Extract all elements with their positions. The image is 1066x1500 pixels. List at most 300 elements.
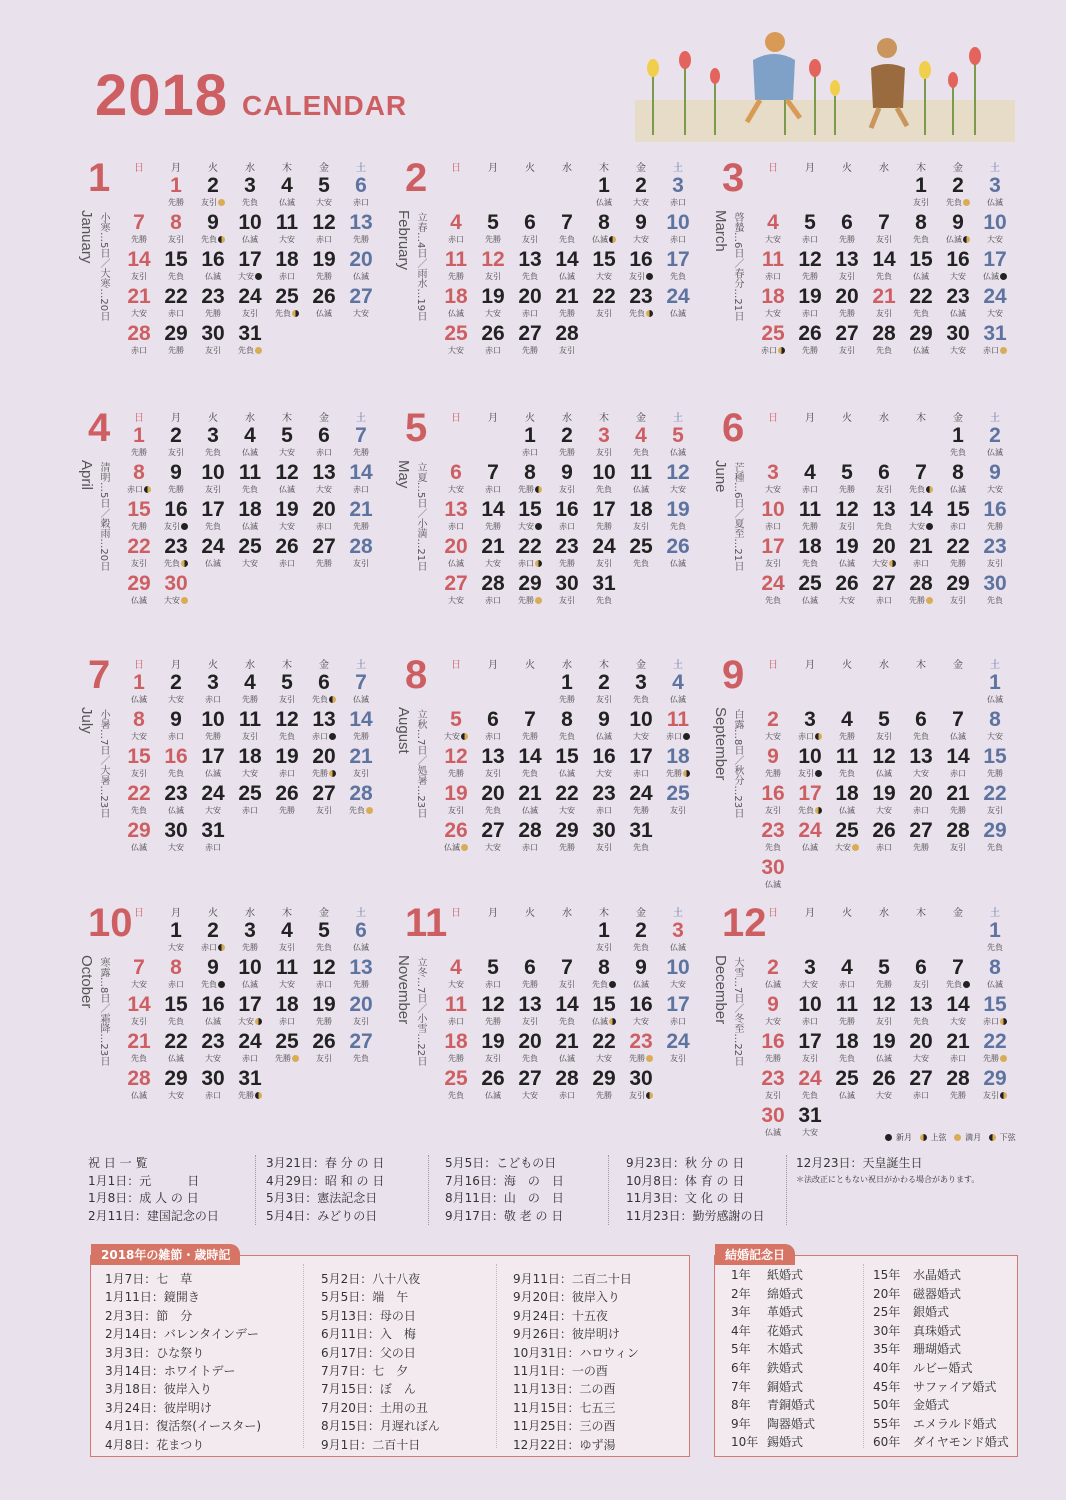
holiday-column-2: 3月21日：春 分 の 日 4月29日：昭 和 の 日 5月3日：憲法記念日 5月4日：みどりの日 xyxy=(266,1156,385,1223)
rokuyo-label: 赤口 xyxy=(876,596,892,605)
rokuyo-label: 赤口 xyxy=(756,346,790,356)
rokuyo-label: 仏滅 xyxy=(633,980,649,989)
day-number: 9 xyxy=(635,211,647,234)
day-number: 29 xyxy=(127,819,151,842)
day-cell xyxy=(122,708,156,744)
day-number: 13 xyxy=(909,745,933,768)
day-cell xyxy=(307,1030,341,1066)
day-number: 19 xyxy=(872,1030,896,1053)
day-number: 25 xyxy=(238,782,262,805)
day-number: 20 xyxy=(444,535,468,558)
day-cell xyxy=(793,708,827,744)
day-number: 10 xyxy=(666,211,690,234)
rokuyo-label: 先勝 xyxy=(168,198,184,207)
day-cell xyxy=(196,956,230,992)
day-cell xyxy=(793,322,827,358)
rokuyo-label: 友引 xyxy=(596,309,612,318)
rokuyo-label: 先負 xyxy=(913,1017,929,1026)
day-number: 10 xyxy=(629,708,653,731)
day-number: 19 xyxy=(872,782,896,805)
rokuyo-label: 大安 xyxy=(131,732,147,741)
day-number: 28 xyxy=(555,1067,579,1090)
day-cell xyxy=(550,285,584,321)
rokuyo-label: 赤口 xyxy=(802,309,818,318)
tulip-fox-illustration xyxy=(635,30,1015,142)
day-cell xyxy=(550,671,584,707)
day-cell xyxy=(830,285,864,321)
day-number: 21 xyxy=(349,745,373,768)
day-number: 7 xyxy=(561,956,573,979)
day-cell xyxy=(587,1030,621,1066)
rokuyo-label: 赤口 xyxy=(559,522,575,531)
month-english-name: June xyxy=(712,460,729,493)
divider xyxy=(608,1155,609,1225)
day-number: 12 xyxy=(312,211,336,234)
rokuyo-label: 仏滅 xyxy=(353,943,369,952)
day-cell xyxy=(159,211,193,247)
rokuyo-label: 赤口 xyxy=(279,1017,295,1026)
day-cell xyxy=(587,174,621,210)
weekday-header: 木 xyxy=(282,660,292,671)
day-cell xyxy=(941,248,975,284)
day-cell xyxy=(661,919,695,955)
day-cell xyxy=(122,745,156,781)
day-number: 28 xyxy=(946,819,970,842)
rokuyo-label: 仏滅 xyxy=(987,198,1003,207)
day-cell xyxy=(756,322,790,358)
day-cell xyxy=(587,671,621,707)
rokuyo-label: 友引 xyxy=(765,1091,781,1100)
month-block xyxy=(712,901,1032,1137)
rokuyo-label: 赤口 xyxy=(122,485,156,495)
rokuyo-label: 仏滅 xyxy=(242,235,258,244)
day-number: 5 xyxy=(672,424,684,447)
day-number: 24 xyxy=(201,535,225,558)
day-cell xyxy=(867,535,901,571)
day-cell xyxy=(550,1030,584,1066)
day-number: 23 xyxy=(629,1030,653,1053)
day-number: 8 xyxy=(598,956,610,979)
rokuyo-label: 友引 xyxy=(950,596,966,605)
day-number: 30 xyxy=(555,572,579,595)
rokuyo-label: 先勝 xyxy=(839,235,855,244)
day-number: 31 xyxy=(238,322,262,345)
rokuyo-label: 友引 xyxy=(765,806,781,815)
rokuyo-label: 先負 xyxy=(168,769,184,778)
rokuyo-label: 先勝 xyxy=(168,346,184,355)
day-cell xyxy=(941,211,975,247)
last-quarter-icon xyxy=(963,236,970,243)
day-number: 16 xyxy=(983,498,1007,521)
day-cell xyxy=(439,498,473,534)
rokuyo-label: 先負 xyxy=(131,806,147,815)
rokuyo-label: 仏滅 xyxy=(950,485,966,494)
day-cell xyxy=(978,424,1012,460)
day-cell xyxy=(793,1067,827,1103)
full-moon-icon xyxy=(1000,347,1007,354)
rokuyo-label: 先勝 xyxy=(448,272,464,281)
day-cell xyxy=(941,424,975,460)
day-cell xyxy=(159,919,193,955)
rokuyo-label: 友引 xyxy=(353,769,369,778)
day-cell xyxy=(196,248,230,284)
anniversary-names-2: 水晶婚式 磁器婚式 銀婚式 真珠婚式 珊瑚婚式 ルビー婚式 サファイア婚式 金婚式 エメラルド婚式 ダイヤモンド婚式 xyxy=(913,1268,1009,1450)
rokuyo-label: 先負 xyxy=(587,980,621,990)
day-cell xyxy=(159,993,193,1029)
day-number: 8 xyxy=(598,211,610,234)
rokuyo-label: 友引 xyxy=(485,272,501,281)
rokuyo-label: 仏滅 xyxy=(950,309,966,318)
day-number: 23 xyxy=(629,285,653,308)
day-number: 1 xyxy=(598,174,610,197)
day-cell xyxy=(867,819,901,855)
day-cell xyxy=(122,461,156,497)
day-number: 24 xyxy=(592,535,616,558)
day-cell xyxy=(904,572,938,608)
day-cell xyxy=(344,174,378,210)
solar-terms: 小寒…5日／大寒…20日 xyxy=(98,212,109,322)
day-cell xyxy=(941,535,975,571)
rokuyo-label: 仏滅 xyxy=(559,272,575,281)
day-cell xyxy=(233,248,267,284)
day-cell xyxy=(270,993,304,1029)
day-cell xyxy=(196,461,230,497)
day-cell xyxy=(159,174,193,210)
rokuyo-label: 大安 xyxy=(876,806,892,815)
day-cell xyxy=(941,461,975,497)
rokuyo-label: 赤口 xyxy=(307,732,341,742)
day-number: 13 xyxy=(518,993,542,1016)
new-moon-icon xyxy=(218,981,225,988)
day-number: 24 xyxy=(798,1067,822,1090)
rokuyo-label: 先勝 xyxy=(485,235,501,244)
day-number: 8 xyxy=(989,708,1001,731)
day-number: 19 xyxy=(444,782,468,805)
rokuyo-label: 先勝 xyxy=(559,695,575,704)
day-cell xyxy=(476,745,510,781)
day-number: 6 xyxy=(487,708,499,731)
day-cell xyxy=(307,993,341,1029)
rokuyo-label: 仏滅 xyxy=(131,843,147,852)
rokuyo-label: 大安 xyxy=(633,1017,649,1026)
day-cell xyxy=(550,1067,584,1103)
rokuyo-label: 大安 xyxy=(205,1054,221,1063)
day-cell xyxy=(476,782,510,818)
rokuyo-label: 大安 xyxy=(279,980,295,989)
holiday-column-5: 12月23日：天皇誕生日 xyxy=(796,1156,923,1170)
rokuyo-label: 大安 xyxy=(353,309,369,318)
month-block xyxy=(395,156,715,388)
rokuyo-label: 大安 xyxy=(316,485,332,494)
day-number: 29 xyxy=(592,1067,616,1090)
day-cell xyxy=(941,174,975,210)
rokuyo-label: 先勝 xyxy=(448,769,464,778)
rokuyo-label: 先負 xyxy=(196,235,230,245)
day-number: 11 xyxy=(275,211,299,234)
day-cell xyxy=(661,535,695,571)
day-number: 31 xyxy=(238,1067,262,1090)
rokuyo-label: 赤口 xyxy=(316,448,332,457)
day-cell xyxy=(793,248,827,284)
rokuyo-label: 先負 xyxy=(839,1054,855,1063)
day-cell xyxy=(159,708,193,744)
weekday-header: 月 xyxy=(805,660,815,671)
day-number: 2 xyxy=(170,424,182,447)
day-number: 26 xyxy=(481,1067,505,1090)
day-number: 17 xyxy=(666,993,690,1016)
day-cell xyxy=(756,782,790,818)
day-number: 20 xyxy=(349,248,373,271)
day-number: 7 xyxy=(952,956,964,979)
last-quarter-icon xyxy=(535,486,542,493)
rokuyo-label: 先負 xyxy=(242,485,258,494)
day-number: 15 xyxy=(127,745,151,768)
day-number: 20 xyxy=(481,782,505,805)
new-moon-icon xyxy=(646,273,653,280)
day-cell xyxy=(513,956,547,992)
rokuyo-label: 先負 xyxy=(522,769,538,778)
solar-terms: 啓蟄…6日／春分…21日 xyxy=(732,212,743,322)
day-cell xyxy=(270,671,304,707)
month-block xyxy=(78,156,398,388)
day-cell xyxy=(439,322,473,358)
day-number: 19 xyxy=(275,498,299,521)
day-cell xyxy=(307,285,341,321)
month-side-info xyxy=(712,460,746,640)
rokuyo-label: 赤口 xyxy=(353,198,369,207)
rokuyo-label: 先勝 xyxy=(168,485,184,494)
holiday-column-4: 9月23日：秋 分 の 日 10月8日：体 育 の 日 11月3日：文 化 の 日 11月23日：勤労感謝の日 xyxy=(626,1156,765,1223)
day-cell xyxy=(513,285,547,321)
day-cell xyxy=(122,285,156,321)
day-cell xyxy=(624,498,658,534)
day-number: 21 xyxy=(909,535,933,558)
day-cell xyxy=(196,1030,230,1066)
rokuyo-label: 仏滅 xyxy=(279,485,295,494)
rokuyo-label: 仏滅 xyxy=(978,272,1012,282)
weekday-header: 水 xyxy=(879,908,889,919)
day-number: 27 xyxy=(481,819,505,842)
day-cell xyxy=(550,535,584,571)
holiday-note: ＊法改正にともない祝日がかわる場合があります。 xyxy=(796,1175,980,1184)
weekday-header: 水 xyxy=(245,163,255,174)
calendar-title: CALENDAR xyxy=(242,90,408,121)
weekday-header: 火 xyxy=(842,908,852,919)
day-number: 4 xyxy=(244,671,256,694)
day-cell xyxy=(196,211,230,247)
rokuyo-label: 赤口 xyxy=(448,1017,464,1026)
rokuyo-label: 先勝 xyxy=(522,980,538,989)
day-number: 30 xyxy=(629,1067,653,1090)
day-number: 11 xyxy=(629,461,653,484)
day-number: 1 xyxy=(598,919,610,942)
day-cell xyxy=(159,461,193,497)
rokuyo-label: 先負 xyxy=(876,346,892,355)
day-number: 4 xyxy=(450,211,462,234)
day-number: 28 xyxy=(946,1067,970,1090)
day-cell xyxy=(978,1067,1012,1103)
solar-terms: 芒種…6日／夏至…21日 xyxy=(732,462,743,572)
day-cell xyxy=(513,993,547,1029)
solar-terms: 立春…4日／雨水…19日 xyxy=(415,212,426,322)
day-number: 16 xyxy=(761,1030,785,1053)
rokuyo-label: 仏滅 xyxy=(670,695,686,704)
rokuyo-label: 赤口 xyxy=(485,732,501,741)
rokuyo-label: 先勝 xyxy=(765,1054,781,1063)
day-number: 25 xyxy=(275,285,299,308)
day-number: 10 xyxy=(201,708,225,731)
day-number: 6 xyxy=(915,708,927,731)
rokuyo-label: 先勝 xyxy=(353,980,369,989)
rokuyo-label: 仏滅 xyxy=(802,843,818,852)
day-number: 20 xyxy=(909,1030,933,1053)
month-side-info xyxy=(78,460,112,640)
day-cell xyxy=(439,248,473,284)
day-cell xyxy=(624,1067,658,1103)
day-cell xyxy=(941,708,975,744)
solar-terms: 寒露…8日／霜降…23日 xyxy=(98,957,109,1067)
weekday-header: 木 xyxy=(599,413,609,424)
rokuyo-label: 先勝 xyxy=(839,732,855,741)
divider xyxy=(428,1155,429,1225)
rokuyo-label: 先勝 xyxy=(131,448,147,457)
rokuyo-label: 友引 xyxy=(131,769,147,778)
rokuyo-label: 赤口 xyxy=(168,732,184,741)
day-cell xyxy=(233,322,267,358)
day-cell xyxy=(307,782,341,818)
zassetsu-column-2: 5月2日：八十八夜 5月5日：端 午 5月13日：母の日 6月11日：入 梅 6月17日：父の日 7月7日：七 夕 7月15日：ぼ ん 7月20日：土用の丑 8月15日：月遅れぼん 9月1日：二百十日 xyxy=(321,1272,440,1452)
rokuyo-label: 先勝 xyxy=(205,732,221,741)
day-number: 4 xyxy=(281,919,293,942)
month-side-info xyxy=(395,707,429,887)
day-number: 21 xyxy=(555,1030,579,1053)
rokuyo-label: 先負 xyxy=(205,522,221,531)
day-number: 13 xyxy=(872,498,896,521)
rokuyo-label: 先負 xyxy=(633,448,649,457)
day-cell xyxy=(159,745,193,781)
day-number: 7 xyxy=(915,461,927,484)
day-cell xyxy=(587,708,621,744)
day-cell xyxy=(233,461,267,497)
rokuyo-label: 先負 xyxy=(559,235,575,244)
day-number: 15 xyxy=(946,498,970,521)
solar-terms: 清明…5日／穀雨…20日 xyxy=(98,462,109,572)
month-side-info xyxy=(78,210,112,390)
rokuyo-label: 大安 xyxy=(168,943,184,952)
day-cell xyxy=(233,956,267,992)
month-side-info xyxy=(712,707,746,887)
day-cell xyxy=(513,708,547,744)
day-cell xyxy=(476,211,510,247)
rokuyo-label: 赤口 xyxy=(839,980,855,989)
day-cell xyxy=(587,745,621,781)
rokuyo-label: 友引 xyxy=(913,198,929,207)
day-number: 8 xyxy=(170,211,182,234)
rokuyo-label: 仏滅 xyxy=(316,309,332,318)
day-number: 27 xyxy=(518,322,542,345)
rokuyo-label: 赤口 xyxy=(876,843,892,852)
month-english-name: March xyxy=(712,210,729,252)
rokuyo-label: 大安 xyxy=(596,1054,612,1063)
first-quarter-icon xyxy=(329,770,336,777)
day-number: 5 xyxy=(318,174,330,197)
day-number: 3 xyxy=(672,919,684,942)
day-number: 24 xyxy=(798,819,822,842)
day-number: 14 xyxy=(349,461,373,484)
day-cell xyxy=(587,919,621,955)
weekday-header: 水 xyxy=(879,413,889,424)
day-number: 16 xyxy=(592,745,616,768)
day-number: 2 xyxy=(767,956,779,979)
rokuyo-label: 大安 xyxy=(876,1091,892,1100)
rokuyo-label: 先勝 xyxy=(353,235,369,244)
day-cell xyxy=(159,956,193,992)
weekday-header: 月 xyxy=(171,660,181,671)
day-number: 11 xyxy=(666,708,690,731)
day-cell xyxy=(587,956,621,992)
rokuyo-label: 先負 xyxy=(793,806,827,816)
day-cell xyxy=(904,322,938,358)
rokuyo-label: 赤口 xyxy=(448,522,464,531)
day-number: 27 xyxy=(349,1030,373,1053)
rokuyo-label: 大安 xyxy=(987,309,1003,318)
rokuyo-label: 先勝 xyxy=(839,1017,855,1026)
month-number: 5 xyxy=(405,406,428,450)
month-number: 10 xyxy=(88,901,133,945)
day-cell xyxy=(550,782,584,818)
day-number: 30 xyxy=(201,322,225,345)
solar-terms: 大雪…7日／冬至…22日 xyxy=(732,957,743,1067)
day-cell xyxy=(476,993,510,1029)
day-cell xyxy=(513,461,547,497)
day-number: 11 xyxy=(444,993,468,1016)
month-english-name: July xyxy=(78,707,95,734)
rokuyo-label: 友引 xyxy=(448,806,464,815)
full-moon-icon xyxy=(535,597,542,604)
day-cell xyxy=(196,919,230,955)
day-cell xyxy=(624,461,658,497)
day-number: 17 xyxy=(592,498,616,521)
rokuyo-label: 仏滅 xyxy=(279,198,295,207)
day-number: 17 xyxy=(238,993,262,1016)
month-block xyxy=(78,901,398,1133)
day-cell xyxy=(830,322,864,358)
day-number: 26 xyxy=(872,1067,896,1090)
rokuyo-label: 先勝 xyxy=(270,1054,304,1064)
day-number: 22 xyxy=(164,285,188,308)
rokuyo-label: 先勝 xyxy=(448,1054,464,1063)
day-cell xyxy=(122,498,156,534)
weekday-header: 水 xyxy=(562,413,572,424)
rokuyo-label: 仏滅 xyxy=(353,272,369,281)
weekday-header: 金 xyxy=(953,660,963,671)
rokuyo-label: 大安 xyxy=(279,522,295,531)
rokuyo-label: 友引 xyxy=(876,309,892,318)
new-moon-icon xyxy=(963,981,970,988)
day-cell xyxy=(904,248,938,284)
day-number: 28 xyxy=(127,322,151,345)
day-cell xyxy=(587,211,621,247)
day-number: 19 xyxy=(481,285,505,308)
day-cell xyxy=(270,782,304,818)
day-cell xyxy=(344,671,378,707)
day-cell xyxy=(476,535,510,571)
rokuyo-label: 赤口 xyxy=(522,448,538,457)
rokuyo-label: 友引 xyxy=(242,732,258,741)
rokuyo-label: 大安 xyxy=(448,346,464,355)
day-number: 29 xyxy=(164,1067,188,1090)
day-cell xyxy=(904,782,938,818)
